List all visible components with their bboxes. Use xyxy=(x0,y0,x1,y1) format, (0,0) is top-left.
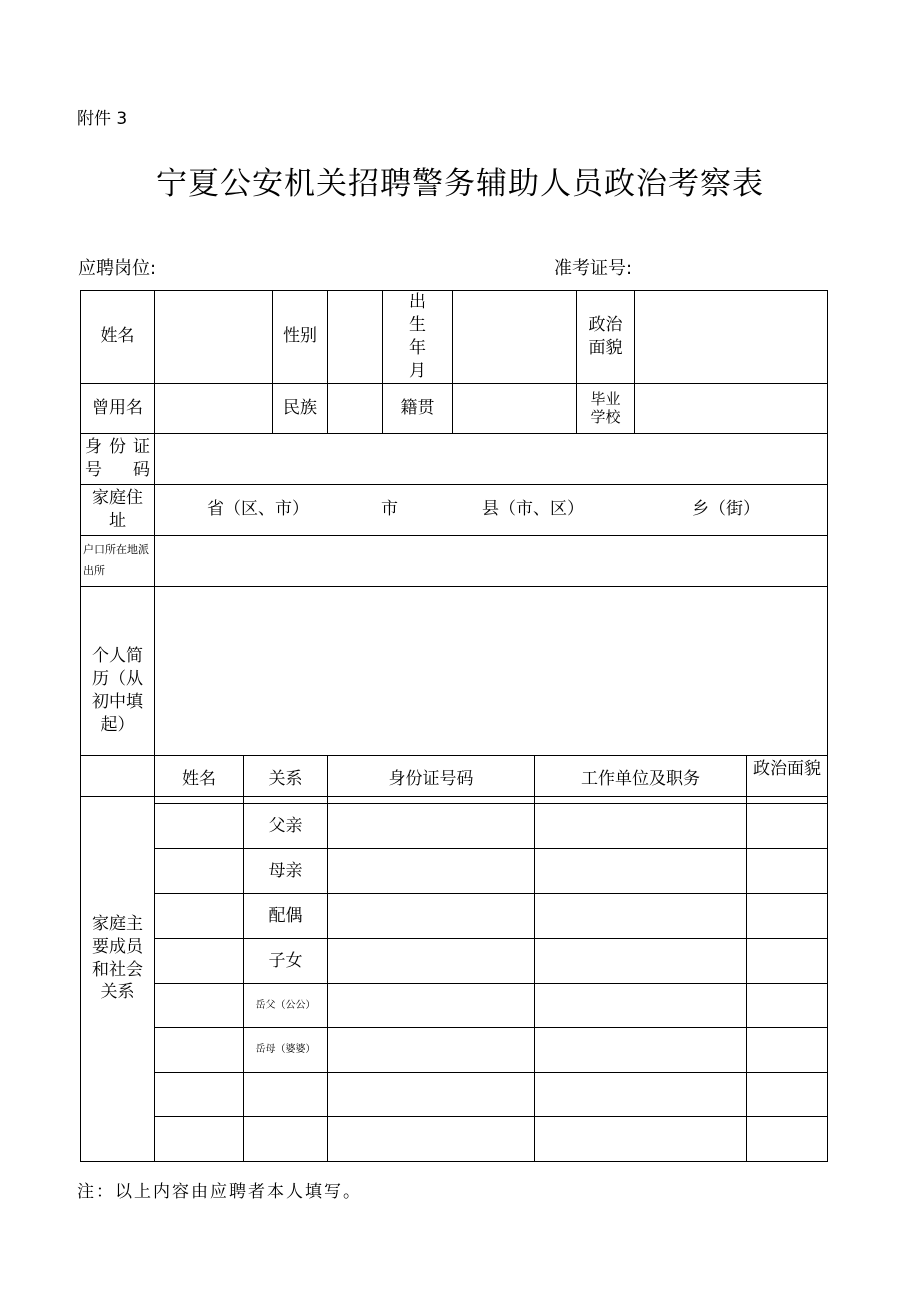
political-status-field[interactable] xyxy=(635,291,828,384)
id-number-field[interactable] xyxy=(155,433,828,484)
ethnicity-field[interactable] xyxy=(328,383,383,433)
family-name-cell[interactable] xyxy=(155,1028,244,1073)
relation-children: 子女 xyxy=(244,939,328,984)
family-header-political: 政治面貌 xyxy=(747,756,828,804)
gender-field[interactable] xyxy=(328,291,383,384)
family-header-id: 身份证号码 xyxy=(328,756,535,804)
id-number-label: 身份证号码 xyxy=(81,433,155,484)
relation-spouse: 配偶 xyxy=(244,894,328,939)
family-name-cell[interactable] xyxy=(155,1073,244,1117)
applied-position-label: 应聘岗位: xyxy=(78,258,157,279)
family-label: 家庭主要成员和社会关系 xyxy=(81,756,155,1162)
native-place-field[interactable] xyxy=(453,383,577,433)
address-province: 省（区、市） xyxy=(207,499,309,520)
former-name-field[interactable] xyxy=(155,383,273,433)
family-work-cell[interactable] xyxy=(535,894,747,939)
family-id-cell[interactable] xyxy=(328,1073,535,1117)
home-address-label: 家庭住址 xyxy=(81,484,155,535)
family-id-cell[interactable] xyxy=(328,939,535,984)
family-work-cell[interactable] xyxy=(535,1073,747,1117)
family-relation-cell[interactable] xyxy=(244,1073,328,1117)
family-political-cell[interactable] xyxy=(747,1117,828,1162)
family-id-cell[interactable] xyxy=(328,894,535,939)
former-name-label: 曾用名 xyxy=(81,383,155,433)
family-header-relation: 关系 xyxy=(244,756,328,804)
address-county: 县（市、区） xyxy=(482,499,584,520)
personal-info-table xyxy=(80,290,828,797)
attachment-label: 附件 3 xyxy=(77,109,128,129)
name-field[interactable] xyxy=(155,291,273,384)
exam-number-label: 准考证号: xyxy=(554,258,633,279)
family-id-cell[interactable] xyxy=(328,984,535,1028)
family-members-table xyxy=(80,755,828,1162)
address-city: 市 xyxy=(381,499,398,520)
family-work-cell[interactable] xyxy=(535,1117,747,1162)
family-header-work: 工作单位及职务 xyxy=(535,756,747,804)
resume-label: 个人简历（从初中填起） xyxy=(81,586,155,796)
school-label: 毕业学校 xyxy=(577,383,635,433)
name-label: 姓名 xyxy=(81,291,155,384)
family-work-cell[interactable] xyxy=(535,939,747,984)
family-id-cell[interactable] xyxy=(328,1117,535,1162)
family-political-cell[interactable] xyxy=(747,1028,828,1073)
family-name-cell[interactable] xyxy=(155,939,244,984)
family-name-cell[interactable] xyxy=(155,804,244,849)
address-town: 乡（街） xyxy=(692,499,760,520)
school-field[interactable] xyxy=(635,383,828,433)
family-work-cell[interactable] xyxy=(535,804,747,849)
relation-mother-in-law: 岳母（婆婆） xyxy=(244,1028,328,1073)
family-id-cell[interactable] xyxy=(328,804,535,849)
family-work-cell[interactable] xyxy=(535,849,747,894)
birth-label: 出生年月 xyxy=(383,291,453,384)
family-political-cell[interactable] xyxy=(747,1073,828,1117)
family-relation-cell[interactable] xyxy=(244,1117,328,1162)
family-name-cell[interactable] xyxy=(155,894,244,939)
family-political-cell[interactable] xyxy=(747,984,828,1028)
birth-field[interactable] xyxy=(453,291,577,384)
native-place-label: 籍贯 xyxy=(383,383,453,433)
relation-mother: 母亲 xyxy=(244,849,328,894)
police-station-label: 户口所在地派出所 xyxy=(81,535,155,586)
family-political-cell[interactable] xyxy=(747,894,828,939)
relation-father-in-law: 岳父（公公） xyxy=(244,984,328,1028)
family-work-cell[interactable] xyxy=(535,1028,747,1073)
police-station-field[interactable] xyxy=(155,535,828,586)
family-id-cell[interactable] xyxy=(328,849,535,894)
family-name-cell[interactable] xyxy=(155,849,244,894)
family-id-cell[interactable] xyxy=(328,1028,535,1073)
family-political-cell[interactable] xyxy=(747,849,828,894)
home-address-field[interactable] xyxy=(155,484,828,535)
relation-father: 父亲 xyxy=(244,804,328,849)
footnote: 注：以上内容由应聘者本人填写。 xyxy=(77,1182,362,1202)
family-name-cell[interactable] xyxy=(155,1117,244,1162)
ethnicity-label: 民族 xyxy=(273,383,328,433)
gender-label: 性别 xyxy=(273,291,328,384)
page-title: 宁夏公安机关招聘警务辅助人员政治考察表 xyxy=(156,166,764,202)
family-header-name: 姓名 xyxy=(155,756,244,804)
family-name-cell[interactable] xyxy=(155,984,244,1028)
political-status-label: 政治面貌 xyxy=(577,291,635,384)
family-political-cell[interactable] xyxy=(747,939,828,984)
family-work-cell[interactable] xyxy=(535,984,747,1028)
family-political-cell[interactable] xyxy=(747,804,828,849)
